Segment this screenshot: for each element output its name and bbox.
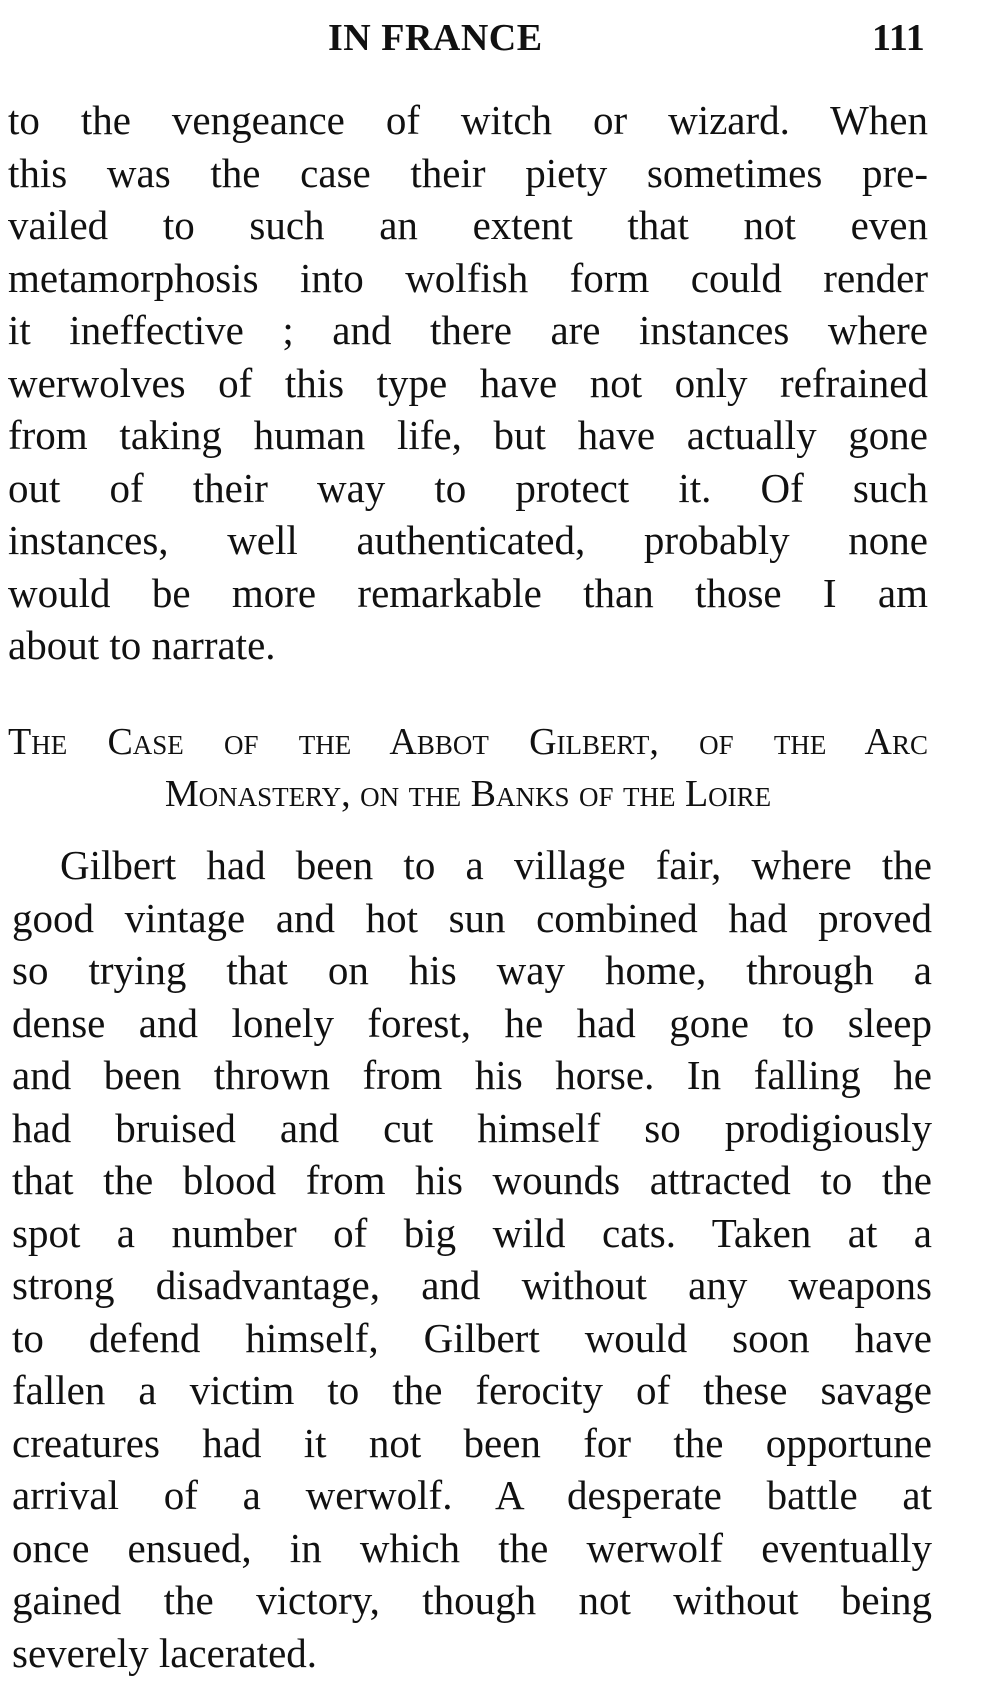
running-header	[0, 10, 1000, 66]
page-number: 111	[872, 17, 925, 59]
text-line: metamorphosis into wolfish form could render	[8, 254, 928, 301]
text-line: fallen a victim to the ferocity of these savage	[12, 1367, 932, 1413]
text-line: out of their way to protect it. Of such	[8, 464, 928, 511]
text-line: creatures had it not been for the opportune	[12, 1419, 932, 1466]
text-line: severely lacerated.	[12, 1629, 318, 1676]
text-line: spot a number of big wild cats. Taken at a	[12, 1209, 932, 1256]
text-line: good vintage and hot sun combined had proved	[12, 894, 932, 941]
text-line: dense and lonely forest, he had gone to sleep	[12, 999, 932, 1046]
section-heading	[8, 716, 928, 820]
text-line: vailed to such an extent that not even	[8, 202, 928, 248]
text-line: so trying that on his way home, through a	[12, 947, 932, 993]
text-line: from taking human life, but have actually gone	[8, 412, 928, 458]
text-line: and been thrown from his horse. In falling he	[12, 1052, 932, 1098]
text-line: this was the case their piety sometimes pre-	[8, 149, 928, 196]
text-line: Gilbert had been to a village fair, where the	[60, 842, 932, 888]
heading-line: The Case of the Abbot Gilbert, of the Arc	[8, 721, 928, 763]
text-line: it ineffective ; and there are instances where	[8, 307, 928, 353]
paragraph-continued	[8, 94, 928, 672]
text-line: had bruised and cut himself so prodigiously	[12, 1104, 932, 1151]
heading-line: Monastery, on the Banks of the Loire	[164, 773, 772, 815]
text-line: instances, well authenticated, probably none	[8, 517, 928, 563]
text-line: would be more remarkable than those I am	[8, 569, 928, 616]
text-line: to defend himself, Gilbert would soon have	[12, 1314, 932, 1361]
text-line: about to narrate.	[8, 622, 276, 668]
text-line: arrival of a werwolf. A desperate battle at	[12, 1472, 932, 1518]
text-line: gained the victory, though not without being	[12, 1577, 932, 1623]
text-line: strong disadvantage, and without any weapons	[12, 1262, 932, 1308]
text-line: once ensued, in which the werwolf eventually	[12, 1524, 932, 1571]
paragraph-gilbert	[12, 839, 932, 1679]
text-line: werwolves of this type have not only refrained	[8, 359, 928, 406]
text-line: to the vengeance of witch or wizard. When	[8, 97, 928, 143]
text-line: that the blood from his wounds attracted to the	[12, 1157, 932, 1203]
running-title: IN FRANCE	[328, 17, 543, 59]
